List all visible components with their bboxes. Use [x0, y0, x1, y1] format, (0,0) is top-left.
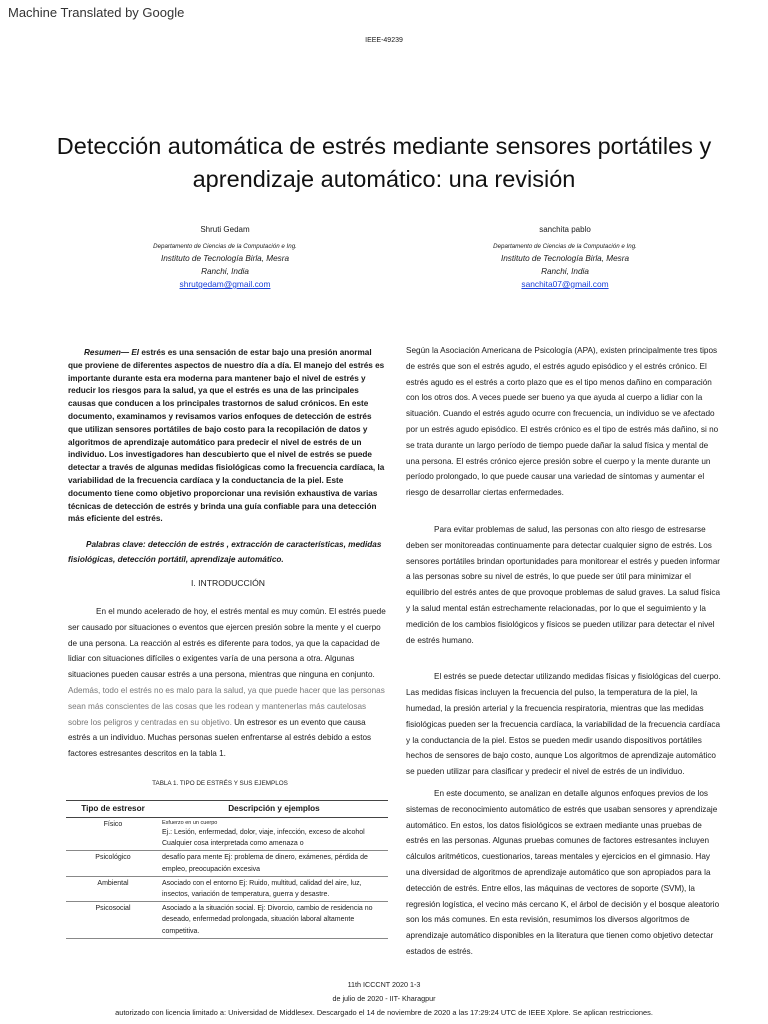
- table-cell-type: Ambiental: [66, 876, 160, 901]
- author-institute: Instituto de Tecnología Birla, Mesra: [500, 254, 630, 263]
- footer-conf-line-1: 11th ICCCNT 2020 1-3: [347, 980, 421, 989]
- table-cell-type: Físico: [66, 818, 160, 851]
- author-email-link[interactable]: shrutgedam@gmail.com: [179, 279, 271, 289]
- abstract-text: estrés es una sensación de estar bajo una presión anormal que proviene de diferentes aspectos de nuestro día a día. El manejo del estrés es importante durante esta era moderna para mantener bajo el nivel de estrés y reducir los riesgos para la salud, ya que el estrés es una de las principales causas que conducen a los principales trastornos de salud crónicos. En este documento, examinamos y revisamos varios enfoques de detección de estrés que utilizan sensores portátiles de bajo costo para la recopilación de datos y algoritmos de aprendizaje automático para predecir el nivel de estrés de un individuo. Los investigadores han descubierto que el nivel de estrés se puede detectar a través de algunas medidas fisiológicas como la frecuencia cardíaca, la variabilidad de la frecuencia cardíaca y la conductancia de la piel. Este documento tiene como objetivo proporcionar una revisión exhaustiva de varias técnicas de detección de estrés y brinda una guía confiable para una detección más eficiente del estrés.: [68, 348, 385, 524]
- table-row: [66, 818, 388, 851]
- table-cell-small: Esfuerzo en un cuerpo: [162, 820, 218, 826]
- keywords: [68, 537, 388, 567]
- author-name: sanchita pablo: [539, 225, 591, 234]
- table-cell-text: Asociado a la situación social. Ej: Divorcio, cambio de residencia no deseado, enfermedad prolongada, situación laboral altamente competitiva.: [160, 902, 388, 939]
- author-city: Ranchi, India: [541, 266, 589, 276]
- right-paragraph-3: El estrés se puede detectar utilizando medidas físicas y fisiológicas del cuerpo. Las medidas físicas incluyen la frecuencia del pulso, la temperatura de la piel, la humedad, la presión arterial y la frecuencia respiratoria, mientras que las medidas fisiológicas pueden ser la frecuencia cardíaca, la variabilidad de la frecuencia cardíaca y la conductancia de la piel. Estos se pueden medir usando dispositivos portátiles hechos de sensores de bajo costo, aunque Los algoritmos de aprendizaje automático se pueden utilizar para clasificar y predecir el nivel de estrés de un individuo.: [406, 672, 721, 777]
- abstract-label: Resumen— El: [84, 348, 140, 357]
- table-row: [66, 902, 388, 939]
- license-footer: autorizado con licencia limitado a: Universidad de Middlesex. Descargado el 14 de noviembre de 2020 a las 17:29:24 UTC de IEEE Xplore. Se aplican restricciones.: [115, 1008, 653, 1017]
- paper-title: Detección automática de estrés mediante sensores portátiles y aprendizaje automático: una revisión: [56, 133, 712, 192]
- right-paragraph-4: En este documento, se analizan en detalle algunos enfoques previos de los sistemas de reconocimiento automático de estrés que usaban sensores y aprendizaje automático. En estos, los datos fisiológicos se extraen mediante unas pruebas de estrés en las personas. Algunas pruebas comunes de factores estresantes incluyen cálculos aritméticos, cuestionarios, tareas mentales y ejercicios en el gimnasio. Hay una diversidad de algoritmos de aprendizaje automático que son apropiados para la detección de estrés. Entre ellos, las máquinas de vectores de soporte (SVM), la regresión logística, el vecino más cercano K, el árbol de decisión y el bosque aleatorio son los más comunes. En esta revisión, resumimos los diversos algoritmos de aprendizaje automático disponibles en la literatura que tienen como objetivo detectar estados de estrés.: [406, 788, 720, 956]
- keywords-label: Palabras clave:: [86, 540, 146, 549]
- table-cell-text: desafío para mente Ej: problema de dinero, exámenes, pérdida de empleo, preocupación excesiva: [160, 851, 388, 876]
- table-row: [66, 851, 388, 876]
- author-department: Departamento de Ciencias de la Computación e Ing.: [153, 242, 297, 250]
- table-header: Tipo de estresor: [66, 801, 160, 818]
- section-heading: I. INTRODUCCIÓN: [191, 578, 265, 588]
- author-department: Departamento de Ciencias de la Computación e Ing.: [493, 242, 637, 250]
- table-cell-text: Asociado con el entorno Ej: Ruido, multitud, calidad del aire, luz, insectos, variación de temperatura, guerra y desastre.: [160, 876, 388, 901]
- conference-id: IEEE-49239: [365, 37, 403, 44]
- author-email-link[interactable]: sanchita07@gmail.com: [521, 279, 609, 289]
- abstract: [68, 347, 388, 526]
- stressor-table: [66, 800, 388, 939]
- table-cell-text: Ej.: Lesión, enfermedad, dolor, viaje, infección, exceso de alcohol Cualquier cosa interpretada como amenaza o: [162, 829, 365, 848]
- intro-gray-text: Además, todo el estrés no es malo para la salud, ya que puede hacer que las personas sean más conscientes de las cosas que les rodean y mantenerlas más cautelosas sobre los peligros y centradas en su objetivo.: [68, 685, 385, 727]
- author-name: Shruti Gedam: [200, 225, 250, 234]
- footer-conf-line-2: de julio de 2020 - IIT- Kharagpur: [332, 994, 436, 1003]
- table-header-row: [66, 801, 388, 818]
- author-block-2: [445, 224, 685, 291]
- author-institute: Instituto de Tecnología Birla, Mesra: [160, 254, 290, 263]
- intro-text-end: Un estresor es un evento que causa estrés a un individuo. Muchas personas suelen enfrentarse al estrés debido a estos factores estresantes descritos en la tabla 1.: [68, 717, 372, 759]
- intro-paragraph: [68, 604, 388, 762]
- author-block-1: [105, 224, 345, 291]
- table-header: Descripción y ejemplos: [160, 801, 388, 818]
- intro-text: En el mundo acelerado de hoy, el estrés mental es muy común. El estrés puede ser causado por situaciones o eventos que ejercen presión sobre la mente y el cuerpo de una persona. La reacción al estrés es diferente para todos, ya que la capacidad de lidiar con situaciones difíciles o exigentes varía de una persona a otra. Algunas situaciones pueden causar estrés a una persona, mientras que ninguna en conjunto.: [68, 607, 386, 680]
- table-cell-desc: [160, 818, 388, 851]
- table-row: [66, 876, 388, 901]
- right-paragraph-1: Según la Asociación Americana de Psicología (APA), existen principalmente tres tipos de estrés que son el estrés agudo, el estrés agudo episódico y el estrés crónico. El estrés agudo es el estrés a corto plazo que es el tipo menos dañino en comparación con los otros dos. A veces puede ser bueno ya que ayuda al cuerpo a lidiar con la situación. Cuando el estrés agudo ocurre con frecuencia, un individuo se ve afectado por un estrés agudo episódico. El estrés crónico es el tipo de estrés más dañino, si no se trata durante un largo período de tiempo puede dañar la salud física y mental de una persona. El estrés crónico ejerce presión sobre el cuerpo y la mente durante un período prolongado, lo que puede causar una variedad de síntomas y aumentar el riesgo de desarrollar ciertas enfermedades.: [406, 346, 719, 498]
- author-city: Ranchi, India: [201, 266, 249, 276]
- table-caption: TABLA 1. TIPO DE ESTRÉS Y SUS EJEMPLOS: [152, 780, 288, 787]
- table-cell-type: Psicosocial: [66, 902, 160, 939]
- keywords-text: detección de estrés , extracción de características, medidas fisiológicas, detección portátil, aprendizaje automático.: [68, 540, 382, 564]
- intro-column: [68, 604, 388, 762]
- translation-banner: Machine Translated by Google: [8, 5, 185, 20]
- table-cell-type: Psicológico: [66, 851, 160, 876]
- right-column: [406, 343, 722, 960]
- right-paragraph-2: Para evitar problemas de salud, las personas con alto riesgo de estresarse deben ser monitoreadas continuamente para detectar cualquier signo de estrés. Los sensores portátiles brindan oportunidades para monitorear el estrés y pueden informar a las personas sobre su nivel de estrés, lo que puede ser útil para minimizar el equilibrio del estrés antes de que provoque problemas de salud graves. La salud física y la salud mental están estrechamente relacionadas, por lo que el seguimiento y la medición de los cambios fisiológicos y físicos se pueden utilizar para detectar el nivel de estrés humano.: [406, 524, 721, 645]
